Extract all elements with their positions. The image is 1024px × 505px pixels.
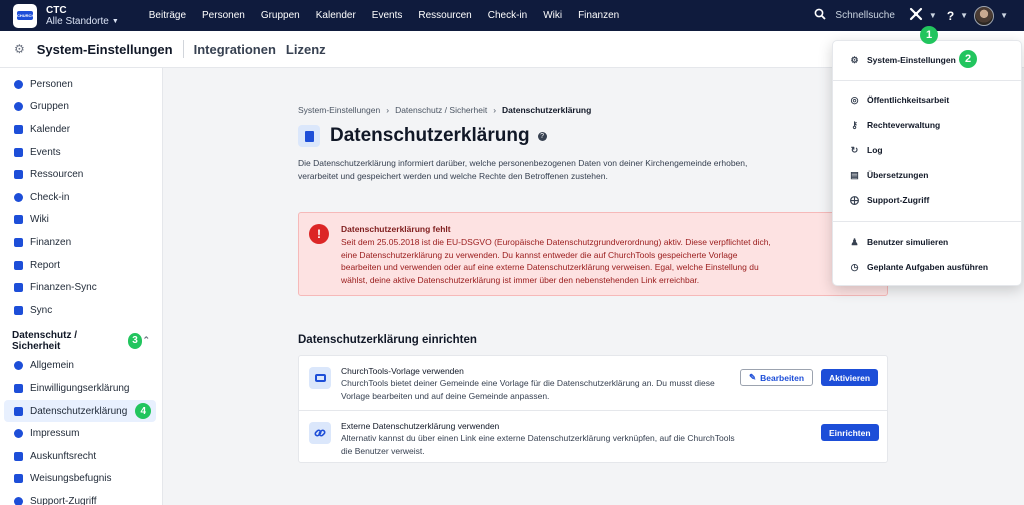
admin-dropdown-menu — [832, 40, 1022, 286]
tab-system-settings[interactable]: System-Einstellungen — [36, 41, 173, 57]
sidebar-item-label: Kalender — [30, 123, 71, 135]
alert-body: Seit dem 25.05.2018 ist die EU-DSGVO (Europäische Datenschutzgrundverordnung) aktiv. Diese verpflichtet dich, eine Datenschutzerklärung zu verwenden. Du kannst entweder die auf ChurchTools gespeicherte Vorlage bearbeiten und verwenden oder auf eine externe Datenschutzerklärung verweisen. Egal, welche Einstellung du wählst, deine aktive Datenschutzerklärung ist immer über den nebenstehenden Link erreichbar. — [341, 237, 771, 285]
chevron-down-icon[interactable]: ▼ — [928, 11, 937, 20]
step-marker-2: 2 — [959, 50, 977, 68]
menu-item-label: Support-Zugriff — [867, 195, 930, 205]
avatar[interactable] — [974, 6, 994, 26]
app-logo[interactable] — [13, 4, 37, 28]
chevron-down-icon[interactable]: ▼ — [960, 11, 969, 20]
option-external — [299, 410, 887, 464]
chevron-right-icon: › — [493, 105, 497, 115]
wiki-icon — [14, 215, 23, 224]
person-icon — [14, 80, 23, 89]
menu-item-simulate-user[interactable] — [833, 230, 1021, 254]
sidebar-item-label: Weisungsbefugnis — [30, 473, 112, 485]
pencil-icon: ✎ — [749, 372, 757, 382]
missing-privacy-alert — [298, 212, 888, 296]
sidebar-item-label: Sync — [30, 304, 53, 316]
logo-text: CHURCH — [17, 13, 35, 18]
settings-sidebar — [0, 68, 163, 505]
sidebar-item-datenschutz[interactable] — [4, 400, 156, 423]
consent-icon — [14, 384, 23, 393]
chevron-up-icon[interactable]: ⌃ — [142, 335, 150, 346]
sidebar-item-finanzen-sync[interactable] — [0, 276, 162, 299]
lifebuoy-icon: ⨁ — [850, 194, 859, 205]
option-template — [299, 356, 887, 410]
menu-item-scheduled-tasks[interactable] — [833, 255, 1021, 279]
sidebar-item-auskunft[interactable] — [0, 445, 162, 468]
gear-icon: ⚙ — [850, 54, 859, 65]
menu-item-label: Benutzer simulieren — [867, 237, 949, 247]
group-icon — [14, 102, 23, 111]
step-marker-3: 3 — [128, 333, 143, 349]
resource-icon — [14, 170, 23, 179]
option-title: ChurchTools-Vorlage verwenden — [341, 366, 464, 376]
menu-item-permissions[interactable] — [833, 113, 1021, 137]
monitor-icon — [309, 367, 331, 389]
privacy-doc-icon — [298, 125, 320, 147]
sidebar-section-privacy[interactable] — [0, 327, 162, 355]
setup-heading: Datenschutzerklärung einrichten — [298, 334, 477, 346]
sidebar-item-label: Impressum — [30, 428, 80, 440]
menu-item-label: Öffentlichkeitsarbeit — [867, 95, 950, 105]
chevron-down-icon: ▼ — [111, 17, 119, 25]
option-title: Externe Datenschutzerklärung verwenden — [341, 421, 500, 431]
calendar-icon — [14, 125, 23, 134]
nav-events[interactable]: Events — [371, 10, 403, 21]
nav-ressourcen[interactable]: Ressourcen — [418, 10, 472, 21]
event-icon — [14, 148, 23, 157]
breadcrumb — [298, 105, 591, 115]
chevron-down-icon[interactable]: ▼ — [1000, 11, 1008, 20]
sidebar-item-support[interactable] — [0, 490, 162, 505]
sidebar-item-label: Gruppen — [30, 101, 69, 113]
globe-icon: ◎ — [850, 94, 859, 105]
breadcrumb-item[interactable]: Datenschutz / Sicherheit — [395, 105, 488, 115]
tools-icon[interactable] — [909, 7, 923, 24]
activate-button[interactable]: Aktivieren — [821, 369, 878, 386]
sidebar-item-label: Auskunftsrecht — [30, 450, 97, 462]
sidebar-item-label: Check-in — [30, 191, 70, 203]
menu-item-translations[interactable] — [833, 163, 1021, 187]
info-request-icon — [14, 452, 23, 461]
quick-search[interactable]: Schnellsuche — [835, 10, 895, 21]
clock-icon: ◷ — [850, 261, 859, 272]
nav-kalender[interactable]: Kalender — [315, 10, 356, 21]
sidebar-item-label: Wiki — [30, 214, 49, 226]
edit-label: Bearbeiten — [760, 372, 805, 383]
tab-license[interactable]: Lizenz — [285, 41, 326, 57]
top-navbar — [0, 0, 1024, 31]
shield-icon — [14, 361, 23, 370]
support-icon — [14, 497, 23, 505]
gear-icon: ⚙ — [14, 42, 25, 56]
sidebar-item-label: Finanzen — [30, 236, 72, 248]
nav-checkin[interactable]: Check-in — [487, 10, 528, 21]
divider — [833, 80, 1021, 81]
divider — [833, 221, 1021, 222]
translate-icon: ▤ — [850, 169, 859, 180]
sidebar-item-kalender[interactable] — [0, 118, 162, 141]
sidebar-item-ressourcen[interactable] — [0, 163, 162, 186]
sidebar-item-allgemein[interactable] — [0, 355, 162, 378]
sidebar-item-label: Ressourcen — [30, 169, 84, 181]
help-icon[interactable]: ? — [538, 132, 547, 141]
sidebar-item-label: Report — [30, 259, 61, 271]
main-nav — [141, 10, 627, 21]
history-icon: ↻ — [850, 144, 859, 155]
page-intro: Die Datenschutzerklärung informiert darüber, welche personenbezogenen Daten von deiner Kirchengemeinde erhoben, verarbeitet und gespeichert werden und welche Rechte den Betroffenen zustehen. — [298, 158, 748, 181]
alert-title: Datenschutzerklärung fehlt — [341, 224, 451, 234]
chevron-right-icon: › — [386, 105, 390, 115]
link-icon — [309, 422, 331, 444]
nav-finanzen[interactable]: Finanzen — [578, 10, 620, 21]
location-label: Alle Standorte — [46, 15, 109, 27]
alert-icon: ! — [309, 224, 329, 244]
setup-options-card — [298, 355, 888, 463]
sidebar-item-impressum[interactable] — [0, 422, 162, 445]
sidebar-item-personen[interactable] — [0, 73, 162, 96]
divider — [183, 40, 184, 58]
setup-button[interactable]: Einrichten — [821, 424, 879, 441]
menu-item-support-access[interactable] — [833, 188, 1021, 212]
user-secret-icon: ♟ — [850, 236, 859, 247]
nav-beitraege[interactable]: Beiträge — [148, 10, 187, 21]
menu-item-label: System-Einstellungen — [867, 55, 956, 65]
sidebar-item-finanzen[interactable] — [0, 231, 162, 254]
sidebar-item-label: Einwilligungserklärung — [30, 382, 130, 394]
authority-icon — [14, 474, 23, 483]
org-name: CTC — [46, 4, 67, 16]
menu-item-label: Rechteverwaltung — [867, 120, 941, 130]
page-title — [298, 125, 547, 147]
nav-tools — [814, 0, 1008, 31]
page-title-text: Datenschutzerklärung — [330, 125, 530, 146]
tab-integrations[interactable]: Integrationen — [193, 41, 276, 57]
menu-item-public-relations[interactable] — [833, 88, 1021, 112]
imprint-icon — [14, 429, 23, 438]
sidebar-item-label: Events — [30, 146, 61, 158]
sidebar-item-wiki[interactable] — [0, 209, 162, 232]
sidebar-item-report[interactable] — [0, 254, 162, 277]
nav-personen[interactable]: Personen — [202, 10, 245, 21]
report-icon — [14, 261, 23, 270]
step-marker-4: 4 — [135, 403, 151, 419]
search-icon[interactable] — [814, 8, 826, 23]
sidebar-item-label: Finanzen-Sync — [30, 282, 97, 294]
section-title: Datenschutz / Sicherheit — [12, 329, 78, 352]
sidebar-item-label: Allgemein — [30, 360, 74, 372]
option-desc: ChurchTools bietet deiner Gemeinde eine Vorlage für die Datenschutzerklärung an. Du musst diese Vorlage bearbeiten und auf deine Gemeinde anpassen. — [341, 378, 715, 401]
option-desc: Alternativ kannst du über einen Link eine externe Datenschutzerklärung verknüpfen, auf die ChurchTools die Benutzer verweist. — [341, 433, 735, 456]
sidebar-item-events[interactable] — [0, 141, 162, 164]
menu-item-log[interactable] — [833, 138, 1021, 162]
finance-icon — [14, 238, 23, 247]
privacy-doc-icon — [14, 407, 23, 416]
key-icon: ⚷ — [851, 119, 858, 130]
sidebar-item-sync[interactable] — [0, 299, 162, 322]
sidebar-item-label: Personen — [30, 78, 73, 90]
sidebar-item-checkin[interactable] — [0, 186, 162, 209]
menu-item-label: Übersetzungen — [867, 170, 929, 180]
sidebar-item-label: Support-Zugriff — [30, 495, 97, 505]
checkin-icon — [14, 193, 23, 202]
sidebar-item-einwilligung[interactable] — [0, 377, 162, 400]
step-marker-1: 1 — [920, 26, 938, 44]
menu-item-system-settings[interactable] — [833, 48, 1021, 72]
sync-icon — [14, 306, 23, 315]
breadcrumb-current: Datenschutzerklärung — [502, 105, 592, 115]
menu-item-label: Geplante Aufgaben ausführen — [867, 262, 989, 272]
sidebar-item-label: Datenschutzerklärung — [30, 405, 128, 417]
edit-button[interactable] — [740, 369, 813, 386]
sync-icon — [14, 283, 23, 292]
menu-item-label: Log — [867, 145, 883, 155]
help-icon[interactable]: ? — [946, 8, 955, 23]
breadcrumb-item[interactable]: System-Einstellungen — [298, 105, 381, 115]
sidebar-item-weisung[interactable] — [0, 468, 162, 491]
nav-gruppen[interactable]: Gruppen — [260, 10, 300, 21]
location-selector[interactable] — [46, 16, 119, 27]
sidebar-item-gruppen[interactable] — [0, 96, 162, 119]
org-switcher[interactable] — [46, 5, 119, 27]
nav-wiki[interactable]: Wiki — [543, 10, 563, 21]
